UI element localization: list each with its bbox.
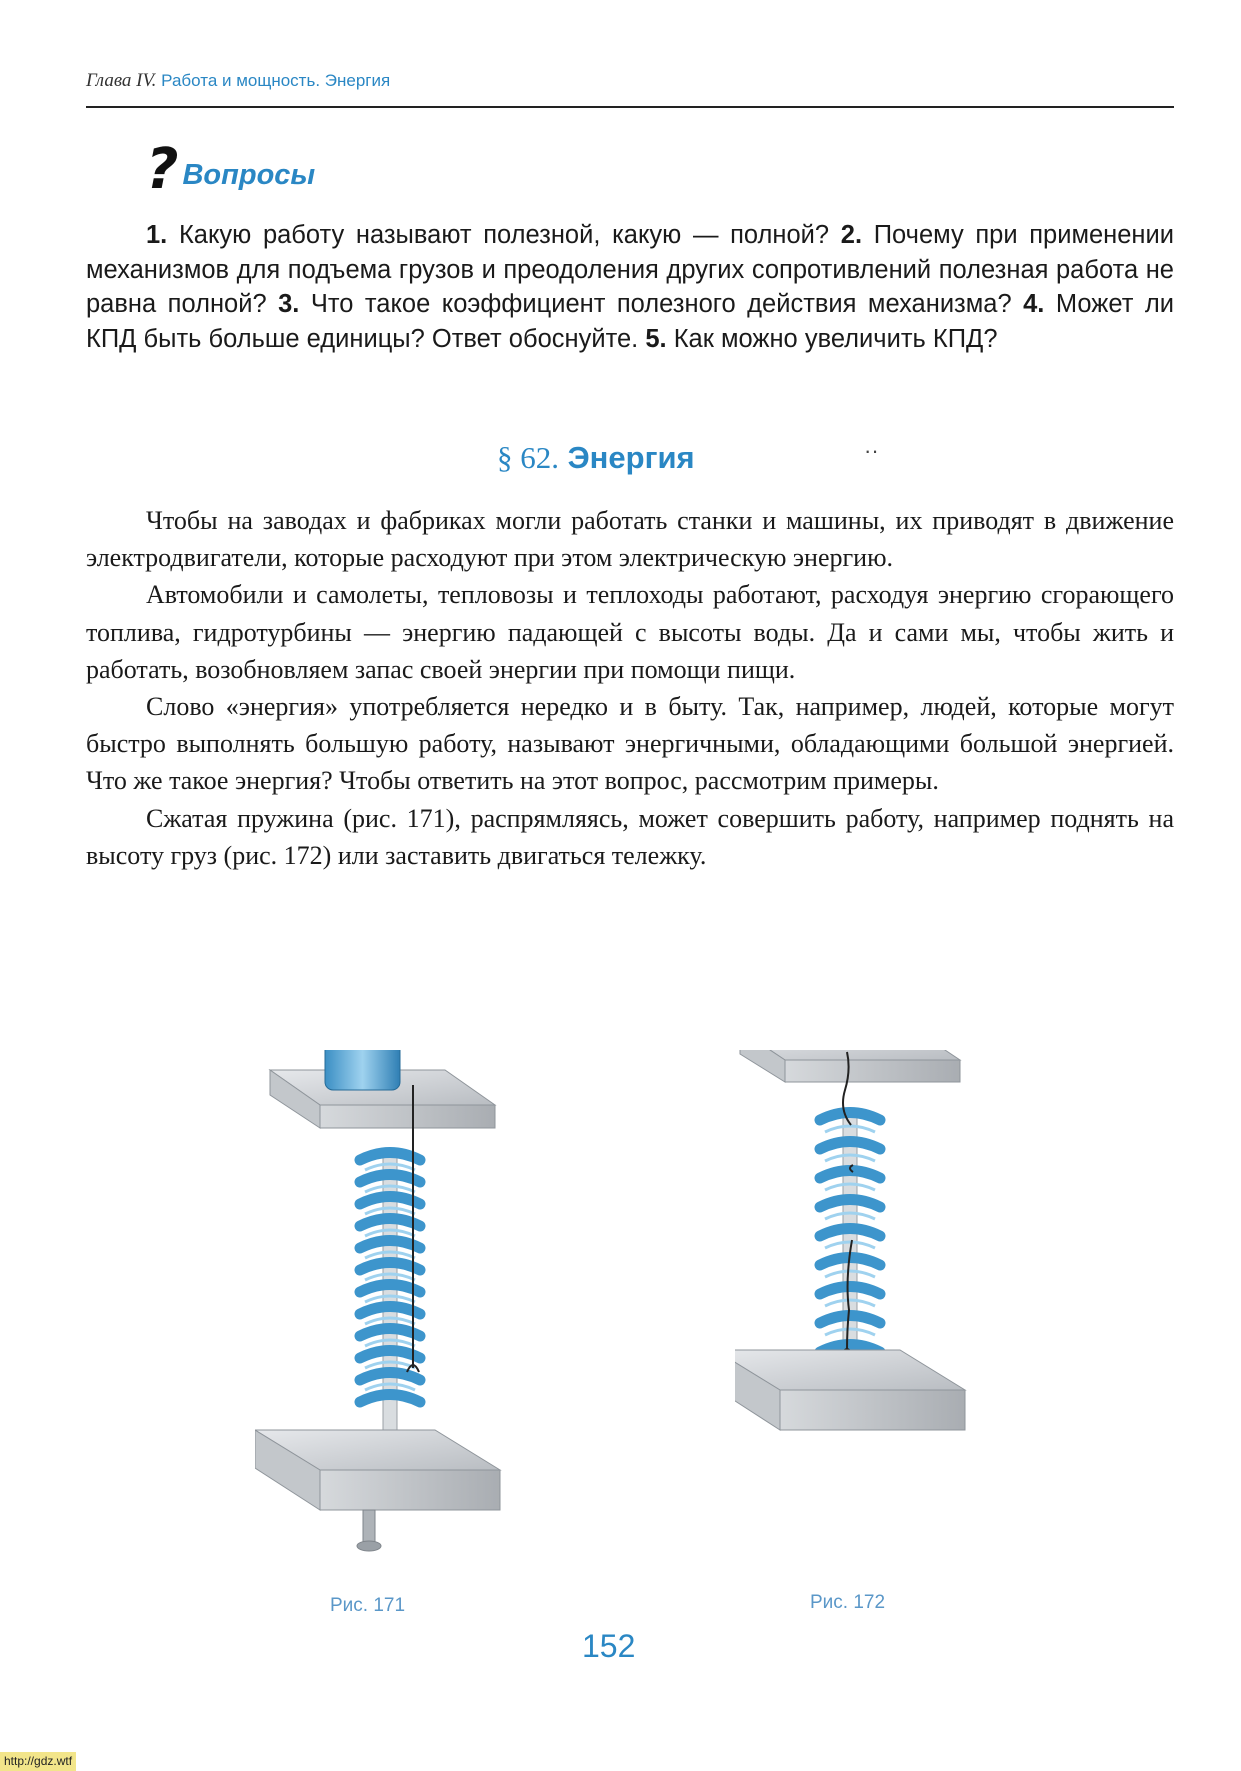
- chapter-topic: Работа и мощность. Энергия: [161, 71, 391, 90]
- question-text: Как можно увеличить КПД?: [673, 324, 998, 353]
- section-title: Энергия: [567, 440, 695, 475]
- question-text: Почему при применении механизмов для подъема грузов и преодоления других сопротивлений полезная работа не равна полной?: [86, 221, 1174, 318]
- paragraph: Сжатая пружина (рис. 171), распрямляясь, может совершить работу, например поднять на высоту груз (рис. 172) или заставить двигаться тележку.: [86, 803, 1174, 870]
- questions-heading: [146, 137, 316, 202]
- watermark-link[interactable]: http://gdz.wtf: [0, 1752, 76, 1771]
- questions-block: [86, 218, 1174, 356]
- running-header: [86, 70, 1174, 108]
- dots-mark: ··: [864, 438, 879, 463]
- paragraph: Чтобы на заводах и фабриках могли работать станки и машины, их приводят в движение электродвигатели, которые расходуют при этом электрическую энергию.: [86, 506, 1174, 573]
- question-text: Какую работу называют полезной, какую — полной?: [178, 221, 830, 249]
- figure-171-caption: Рис. 171: [330, 1595, 406, 1616]
- figure-172-caption: Рис. 172: [810, 1592, 886, 1613]
- questions-title: Вопросы: [182, 159, 316, 191]
- figure-171: [255, 1050, 525, 1560]
- section-body: [86, 502, 1174, 874]
- paragraph: Автомобили и самолеты, тепловозы и теплоходы работают, расходуя энергию сгорающего топлива, гидротурбины — энергию падающей с высоты воды. Да и сами мы, чтобы жить и работать, возобновляем запас своей энергии при помощи пищи.: [86, 580, 1174, 684]
- question-number: 5.: [645, 324, 667, 353]
- section-number: § 62.: [497, 440, 559, 475]
- question-text: Может ли КПД быть больше единицы? Ответ обоснуйте.: [86, 290, 1174, 353]
- paragraph: Слово «энергия» употребляется нередко и в быту. Так, например, людей, которые могут быстро выполнять большую работу, называют энергичными, обладающими большой энергией. Что же такое энергия? Чтобы ответить на этот вопрос, рассмотрим примеры.: [86, 692, 1174, 796]
- question-mark-icon: ?: [146, 137, 179, 202]
- question-number: 3.: [278, 290, 300, 318]
- question-number: 1.: [146, 221, 168, 249]
- question-number: 2.: [840, 221, 863, 249]
- section-heading: [497, 440, 695, 476]
- released-spring-illustration: [735, 1050, 1005, 1530]
- compressed-spring-illustration: [255, 1050, 525, 1560]
- question-number: 4.: [1023, 290, 1045, 318]
- chapter-label: Глава IV.: [86, 70, 157, 91]
- question-text: Что такое коэффициент полезного действия механизма?: [310, 290, 1012, 318]
- page-number: 152: [582, 1628, 636, 1664]
- figure-172: [735, 1050, 1005, 1530]
